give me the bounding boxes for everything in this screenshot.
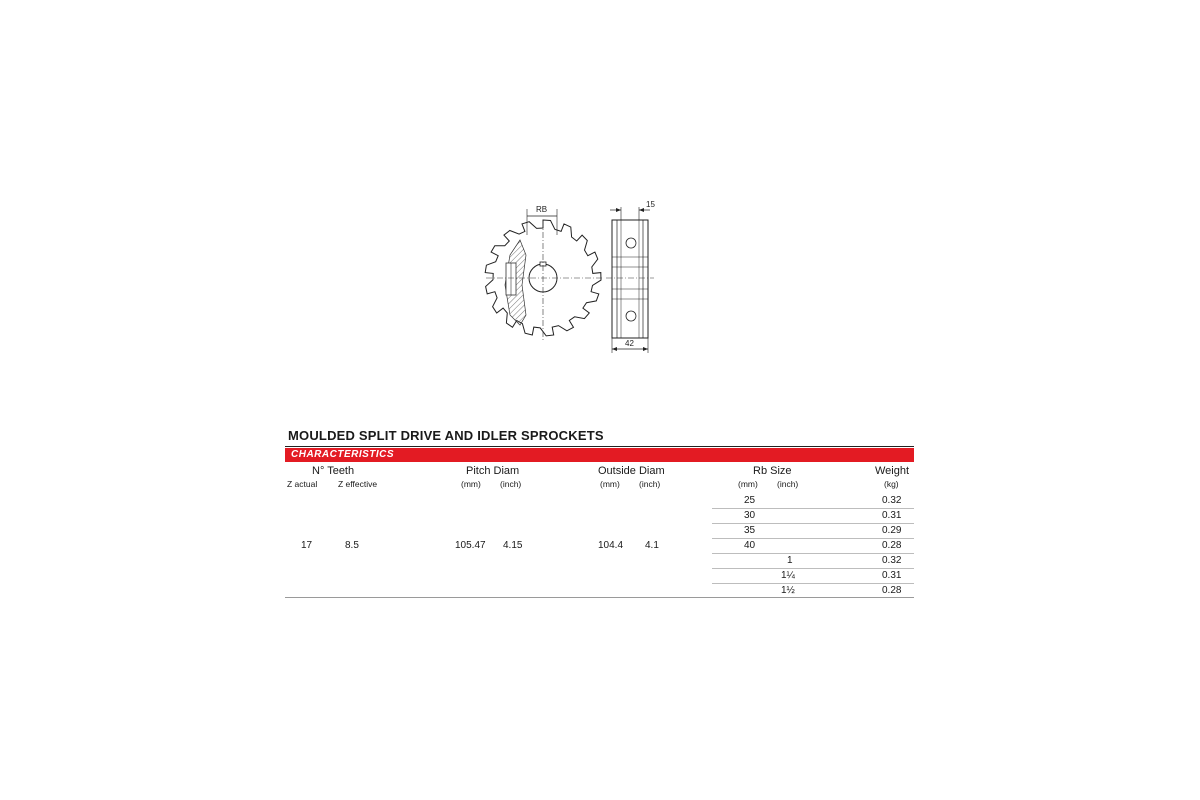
cell-outside-inch: 4.1 xyxy=(645,540,659,551)
page-title: MOULDED SPLIT DRIVE AND IDLER SPROCKETS xyxy=(288,428,604,443)
rb-row-3-mm: 35 xyxy=(744,525,756,536)
header-outside-mm: (mm) xyxy=(600,479,620,489)
cell-z-actual: 17 xyxy=(301,540,313,551)
rb-row-2-mm: 30 xyxy=(744,510,756,521)
length-dimension xyxy=(612,338,648,353)
row-divider xyxy=(712,538,914,539)
length-label: 42 xyxy=(625,339,634,348)
header-outside-diam: Outside Diam xyxy=(598,465,665,477)
header-z-effective: Z effective xyxy=(338,479,378,489)
rb-row-5-weight: 0.32 xyxy=(882,555,902,566)
header-pitch-inch: (inch) xyxy=(500,479,522,489)
width-label: 15 xyxy=(646,200,655,209)
rb-row-7-weight: 0.28 xyxy=(882,585,902,596)
header-teeth: N° Teeth xyxy=(312,465,355,477)
cell-z-effective: 8.5 xyxy=(345,540,359,551)
row-divider xyxy=(712,553,914,554)
rb-row-6-inch: 1¼ xyxy=(781,570,795,581)
row-divider xyxy=(712,508,914,509)
rb-row-4-mm: 40 xyxy=(744,540,756,551)
header-rb-inch: (inch) xyxy=(777,479,799,489)
header-rb-mm: (mm) xyxy=(738,479,758,489)
sprocket-drawing xyxy=(470,195,670,360)
rb-row-1-weight: 0.32 xyxy=(882,495,902,506)
row-divider xyxy=(712,523,914,524)
table-bottom-rule xyxy=(285,597,914,598)
width-dimension xyxy=(610,200,655,220)
title-rule xyxy=(285,446,914,447)
header-pitch-mm: (mm) xyxy=(461,479,481,489)
header-weight: Weight xyxy=(875,465,910,477)
sprocket-front-view xyxy=(485,220,603,341)
sprocket-side-view xyxy=(606,220,654,338)
row-divider xyxy=(712,583,914,584)
header-rb-size: Rb Size xyxy=(753,465,792,477)
rb-row-3-weight: 0.29 xyxy=(882,525,902,536)
rb-row-1-mm: 25 xyxy=(744,495,756,506)
section-label: CHARACTERISTICS xyxy=(291,449,395,460)
cell-pitch-mm: 105.47 xyxy=(455,540,486,551)
header-pitch-diam: Pitch Diam xyxy=(466,465,520,477)
cell-outside-mm: 104.4 xyxy=(598,540,624,551)
section-bar xyxy=(285,448,914,462)
header-weight-unit: (kg) xyxy=(884,479,899,489)
header-z-actual: Z actual xyxy=(287,479,318,489)
rb-label: RB xyxy=(536,205,548,214)
rb-row-4-weight: 0.28 xyxy=(882,540,902,551)
rb-row-7-inch: 1½ xyxy=(781,585,795,596)
rb-row-2-weight: 0.31 xyxy=(882,510,902,521)
row-divider xyxy=(712,568,914,569)
cell-pitch-inch: 4.15 xyxy=(503,540,523,551)
header-outside-inch: (inch) xyxy=(639,479,661,489)
rb-row-5-inch: 1 xyxy=(787,555,793,566)
rb-row-6-weight: 0.31 xyxy=(882,570,902,581)
